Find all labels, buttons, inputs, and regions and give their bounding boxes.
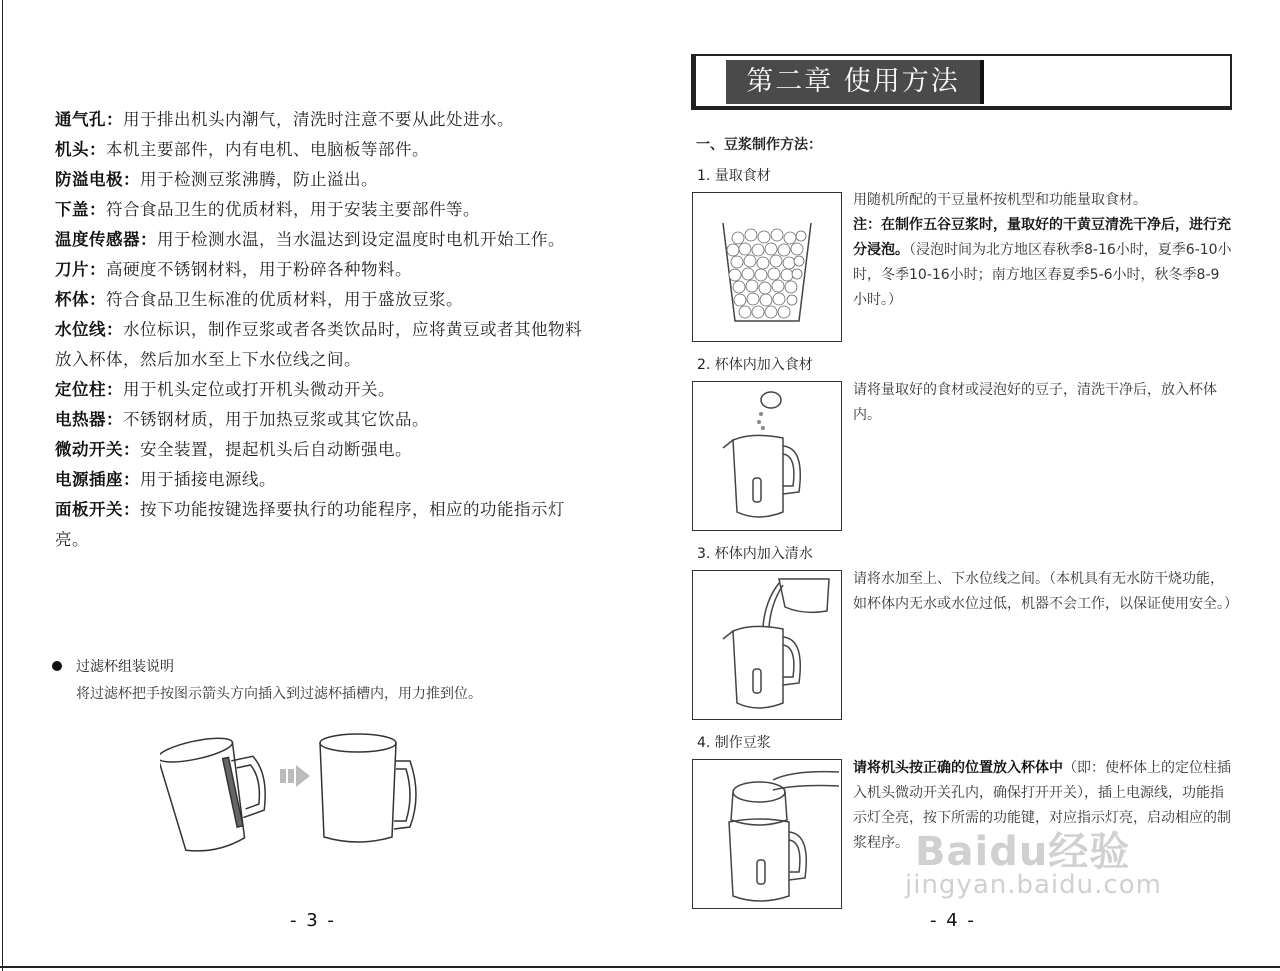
chapter-title: 第二章 使用方法 bbox=[726, 60, 984, 104]
jug-insert-head-illustration bbox=[693, 760, 841, 908]
page-border-bottom bbox=[0, 966, 1280, 968]
part-item: 面板开关：按下功能按键选择要执行的功能程序，相应的功能指示灯亮。 bbox=[55, 500, 565, 549]
step-label: 1. 量取食材 bbox=[697, 168, 771, 184]
part-item: 防溢电极：用于检测豆浆沸腾，防止溢出。 bbox=[55, 170, 378, 189]
step-description: 用随机所配的干豆量杯按机型和功能量取食材。 注：在制作五谷豆浆时，量取好的干黄豆清洗干净后，进行充分浸泡。（浸泡时间为北方地区春秋季8-16小时，夏季6-10小时，冬季10-16小时；南方地区春夏季5-6小时，秋冬季8-9小时。） bbox=[853, 192, 1232, 308]
step-image-add-water bbox=[692, 570, 842, 720]
part-item: 温度传感器：用于检测水温，当水温达到设定温度时电机开始工作。 bbox=[55, 230, 565, 249]
part-item: 定位柱：用于机头定位或打开机头微动开关。 bbox=[55, 380, 395, 399]
watermark-url: jingyan.baidu.com bbox=[905, 870, 1162, 900]
part-item: 水位线：水位标识，制作豆浆或者各类饮品时，应将黄豆或者其他物料放入杯体，然后加水至上下水位线之间。 bbox=[55, 320, 582, 369]
measuring-cup-illustration bbox=[693, 193, 841, 341]
step-description: 请将水加至上、下水位线之间。（本机具有无水防干烧功能，如杯体内无水或水位过低，机器不会工作，以保证使用安全。） bbox=[853, 571, 1238, 612]
filter-heading bbox=[52, 655, 612, 677]
step-image-add-ingredients bbox=[692, 381, 842, 531]
filter-description: 将过滤杯把手按图示箭头方向插入到过滤杯插槽内，用力推到位。 bbox=[76, 686, 482, 702]
filter-cup-illustration bbox=[160, 725, 420, 865]
step-label: 3. 杯体内加入清水 bbox=[697, 546, 813, 562]
step-label: 4. 制作豆浆 bbox=[697, 735, 771, 751]
page-number: - 4 - bbox=[930, 910, 976, 931]
filter-assembly-section bbox=[52, 655, 612, 703]
step-image-measure bbox=[692, 192, 842, 342]
part-item: 通气孔：用于排出机头内潮气，清洗时注意不要从此处进水。 bbox=[55, 110, 514, 129]
part-item: 电源插座：用于插接电源线。 bbox=[55, 470, 276, 489]
step-image-make-soymilk bbox=[692, 759, 842, 909]
part-item: 电热器：不锈钢材质，用于加热豆浆或其它饮品。 bbox=[55, 410, 429, 429]
part-item: 机头：本机主要部件，内有电机、电脑板等部件。 bbox=[55, 140, 429, 159]
bullet-icon bbox=[52, 661, 62, 671]
filter-title: 过滤杯组装说明 bbox=[76, 659, 174, 675]
part-item: 微动开关：安全装置，提起机头后自动断强电。 bbox=[55, 440, 412, 459]
part-item: 下盖：符合食品卫生的优质材料，用于安装主要部件等。 bbox=[55, 200, 480, 219]
section-title: 一、豆浆制作方法： bbox=[696, 137, 822, 153]
step-description: 请将机头按正确的位置放入杯体中（即：使杯体上的定位柱插入机头微动开关孔内，确保打开开关），插上电源线，功能指示灯全亮，按下所需的功能键，对应指示灯亮，启动相应的制浆程序。 bbox=[853, 760, 1231, 851]
part-item: 刀片：高硬度不锈钢材料，用于粉碎各种物料。 bbox=[55, 260, 412, 279]
watermark bbox=[905, 800, 1205, 920]
step-description: 请将量取好的食材或浸泡好的豆子，清洗干净后，放入杯体内。 bbox=[853, 382, 1217, 423]
left-page bbox=[0, 0, 640, 966]
jug-add-water-illustration bbox=[693, 571, 841, 719]
jug-add-beans-illustration bbox=[693, 382, 841, 530]
parts-list bbox=[55, 105, 590, 555]
part-item: 杯体：符合食品卫生标准的优质材料，用于盛放豆浆。 bbox=[55, 290, 463, 309]
watermark-logo: Baidu经验 bbox=[915, 829, 1131, 875]
page-number: - 3 - bbox=[290, 910, 336, 931]
step-label: 2. 杯体内加入食材 bbox=[697, 357, 813, 373]
